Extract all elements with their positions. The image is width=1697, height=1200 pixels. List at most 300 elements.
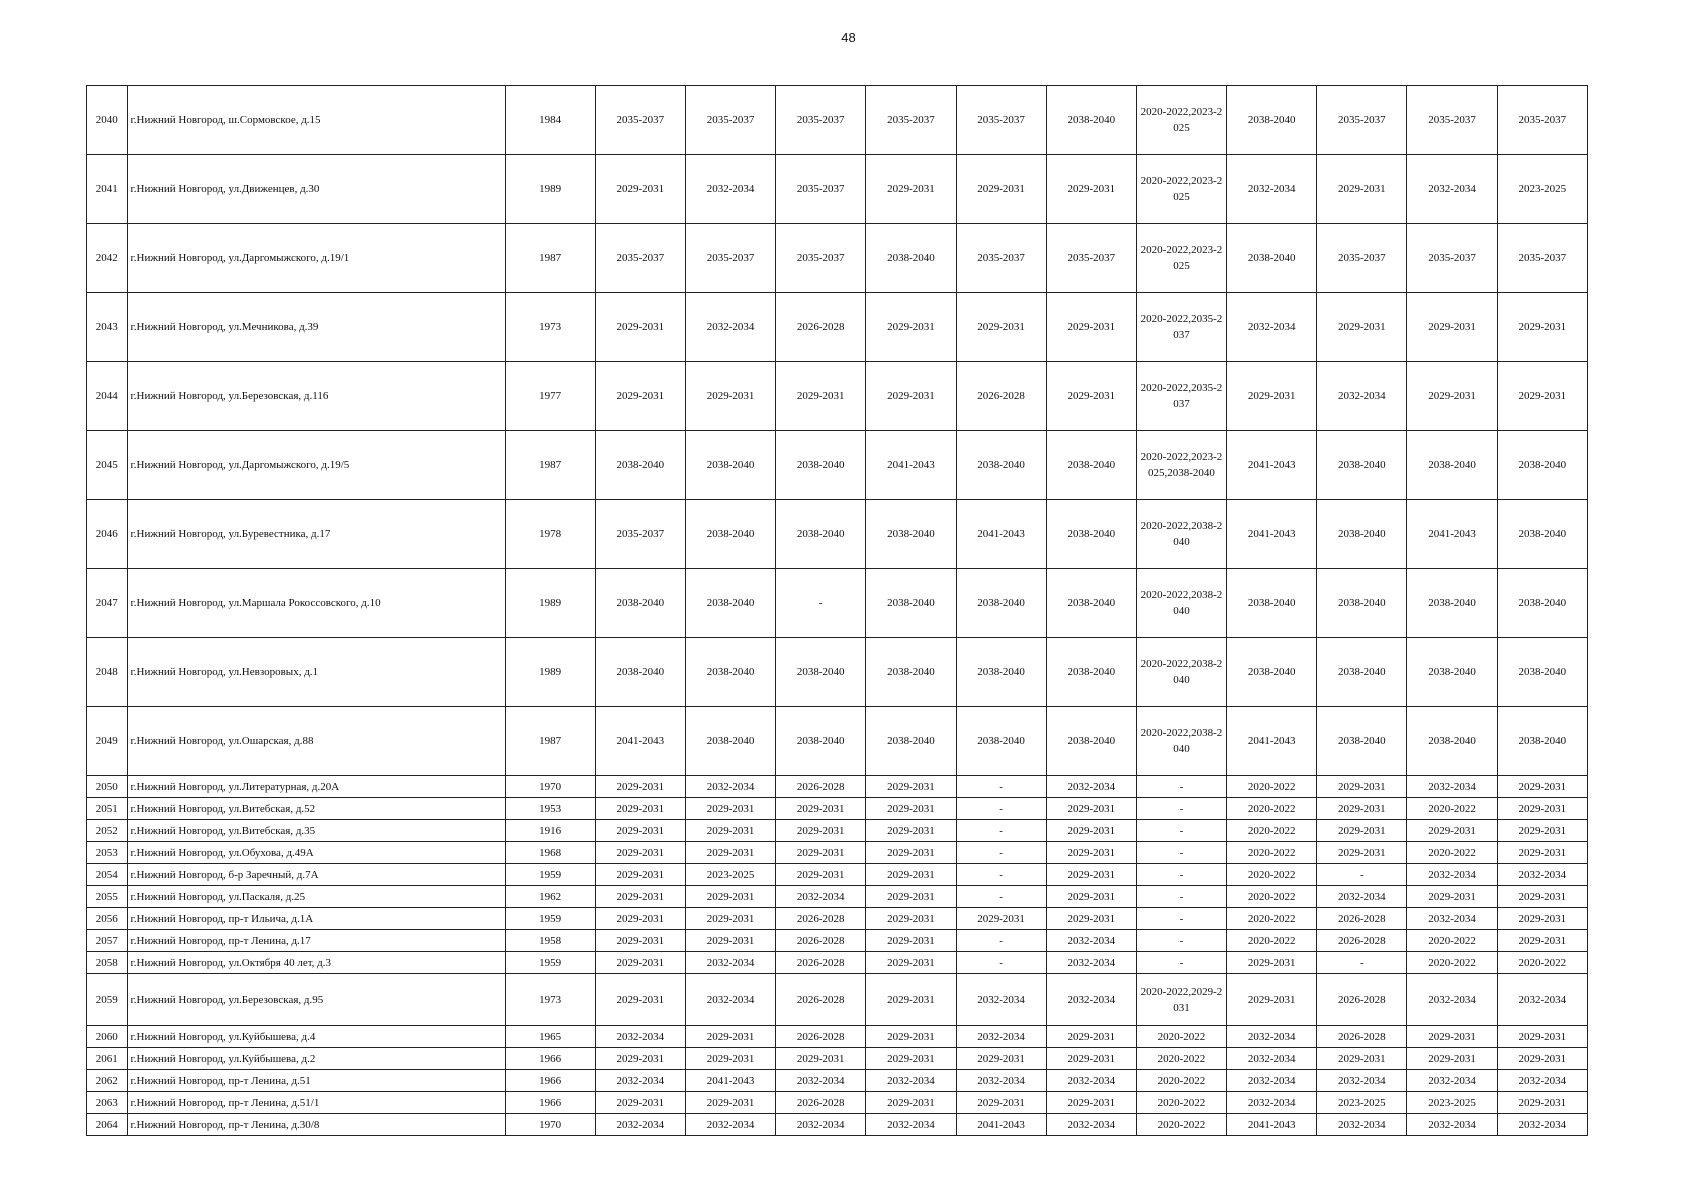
period-cell: 2029-2031 xyxy=(866,952,956,974)
period-cell: 2029-2031 xyxy=(866,155,956,224)
period-cell: 2032-2034 xyxy=(685,974,775,1026)
period-cell: 2035-2037 xyxy=(595,500,685,569)
period-cell: 2032-2034 xyxy=(1497,864,1587,886)
period-cell: 2038-2040 xyxy=(1046,500,1136,569)
period-cell: 2029-2031 xyxy=(1046,1048,1136,1070)
year-built-cell: 1984 xyxy=(505,86,595,155)
year-built-cell: 1989 xyxy=(505,569,595,638)
period-cell: 2029-2031 xyxy=(1497,1026,1587,1048)
period-cell: 2038-2040 xyxy=(595,638,685,707)
period-cell: 2029-2031 xyxy=(595,293,685,362)
period-cell: - xyxy=(956,886,1046,908)
period-cell: 2029-2031 xyxy=(1497,362,1587,431)
period-cell: 2029-2031 xyxy=(776,1048,866,1070)
row-number-cell: 2048 xyxy=(87,638,128,707)
period-cell: 2020-2022,2023-2025 xyxy=(1136,155,1226,224)
row-number-cell: 2046 xyxy=(87,500,128,569)
period-cell: - xyxy=(956,820,1046,842)
period-cell: 2029-2031 xyxy=(595,864,685,886)
row-number-cell: 2061 xyxy=(87,1048,128,1070)
period-cell: 2038-2040 xyxy=(1497,431,1587,500)
period-cell: 2038-2040 xyxy=(595,569,685,638)
period-cell: 2038-2040 xyxy=(1046,569,1136,638)
period-cell: 2038-2040 xyxy=(1407,569,1497,638)
period-cell: 2041-2043 xyxy=(1227,1114,1317,1136)
period-cell: 2023-2025 xyxy=(1407,1092,1497,1114)
period-cell: 2020-2022,2035-2037 xyxy=(1136,293,1226,362)
period-cell: 2035-2037 xyxy=(1497,86,1587,155)
row-number-cell: 2055 xyxy=(87,886,128,908)
period-cell: 2026-2028 xyxy=(956,362,1046,431)
period-cell: 2032-2034 xyxy=(685,293,775,362)
address-cell: г.Нижний Новгород, ул.Витебская, д.35 xyxy=(127,820,505,842)
row-number-cell: 2051 xyxy=(87,798,128,820)
period-cell: 2035-2037 xyxy=(595,86,685,155)
table-row xyxy=(87,224,1588,293)
period-cell: 2029-2031 xyxy=(1497,930,1587,952)
period-cell: 2020-2022 xyxy=(1136,1048,1226,1070)
period-cell: 2029-2031 xyxy=(1497,908,1587,930)
period-cell: 2029-2031 xyxy=(1497,293,1587,362)
period-cell: 2032-2034 xyxy=(776,1114,866,1136)
row-number-cell: 2064 xyxy=(87,1114,128,1136)
period-cell: - xyxy=(1136,864,1226,886)
address-cell: г.Нижний Новгород, ш.Сормовское, д.15 xyxy=(127,86,505,155)
period-cell: - xyxy=(1136,886,1226,908)
period-cell: 2029-2031 xyxy=(776,820,866,842)
period-cell: - xyxy=(1136,930,1226,952)
period-cell: 2032-2034 xyxy=(1046,1114,1136,1136)
row-number-cell: 2044 xyxy=(87,362,128,431)
period-cell: 2029-2031 xyxy=(1046,798,1136,820)
period-cell: 2038-2040 xyxy=(685,638,775,707)
period-cell: 2029-2031 xyxy=(1407,886,1497,908)
period-cell: 2032-2034 xyxy=(956,1070,1046,1092)
period-cell: 2026-2028 xyxy=(1317,974,1407,1026)
period-cell: 2035-2037 xyxy=(685,224,775,293)
period-cell: 2029-2031 xyxy=(595,886,685,908)
table-row xyxy=(87,1114,1588,1136)
period-cell: 2038-2040 xyxy=(1407,707,1497,776)
period-cell: 2029-2031 xyxy=(685,1092,775,1114)
period-cell: 2023-2025 xyxy=(1317,1092,1407,1114)
table-row xyxy=(87,820,1588,842)
period-cell: 2035-2037 xyxy=(866,86,956,155)
period-cell: 2020-2022 xyxy=(1136,1070,1226,1092)
period-cell: 2038-2040 xyxy=(776,431,866,500)
period-cell: 2038-2040 xyxy=(685,569,775,638)
year-built-cell: 1966 xyxy=(505,1048,595,1070)
period-cell: 2029-2031 xyxy=(595,908,685,930)
period-cell: 2020-2022 xyxy=(1227,798,1317,820)
period-cell: 2032-2034 xyxy=(1046,952,1136,974)
period-cell: 2020-2022,2038-2040 xyxy=(1136,638,1226,707)
period-cell: 2029-2031 xyxy=(595,820,685,842)
year-built-cell: 1989 xyxy=(505,638,595,707)
period-cell: 2032-2034 xyxy=(956,974,1046,1026)
year-built-cell: 1965 xyxy=(505,1026,595,1048)
period-cell: 2026-2028 xyxy=(776,930,866,952)
period-cell: 2029-2031 xyxy=(866,1048,956,1070)
period-cell: 2032-2034 xyxy=(1227,155,1317,224)
period-cell: 2038-2040 xyxy=(1497,638,1587,707)
period-cell: 2032-2034 xyxy=(1046,974,1136,1026)
period-cell: - xyxy=(1136,952,1226,974)
address-cell: г.Нижний Новгород, ул.Куйбышева, д.4 xyxy=(127,1026,505,1048)
row-number-cell: 2058 xyxy=(87,952,128,974)
period-cell: 2038-2040 xyxy=(685,707,775,776)
period-cell: 2032-2034 xyxy=(1227,1026,1317,1048)
period-cell: 2029-2031 xyxy=(595,1048,685,1070)
period-cell: 2029-2031 xyxy=(1046,864,1136,886)
table-row xyxy=(87,638,1588,707)
year-built-cell: 1959 xyxy=(505,864,595,886)
table-row xyxy=(87,908,1588,930)
row-number-cell: 2057 xyxy=(87,930,128,952)
period-cell: 2029-2031 xyxy=(1227,952,1317,974)
period-cell: 2038-2040 xyxy=(1317,500,1407,569)
period-cell: 2029-2031 xyxy=(866,293,956,362)
period-cell: 2020-2022 xyxy=(1407,842,1497,864)
address-cell: г.Нижний Новгород, ул.Октября 40 лет, д.3 xyxy=(127,952,505,974)
period-cell: 2029-2031 xyxy=(956,293,1046,362)
period-cell: 2029-2031 xyxy=(776,798,866,820)
period-cell: 2038-2040 xyxy=(1227,224,1317,293)
period-cell: 2032-2034 xyxy=(685,155,775,224)
period-cell: 2041-2043 xyxy=(956,1114,1046,1136)
period-cell: 2032-2034 xyxy=(595,1114,685,1136)
period-cell: 2038-2040 xyxy=(1497,500,1587,569)
period-cell: 2023-2025 xyxy=(1497,155,1587,224)
period-cell: 2032-2034 xyxy=(685,952,775,974)
row-number-cell: 2050 xyxy=(87,776,128,798)
period-cell: 2020-2022 xyxy=(1227,930,1317,952)
period-cell: 2020-2022 xyxy=(1407,930,1497,952)
period-cell: 2029-2031 xyxy=(866,842,956,864)
period-cell: 2029-2031 xyxy=(595,930,685,952)
period-cell: 2020-2022 xyxy=(1227,864,1317,886)
table-row xyxy=(87,569,1588,638)
period-cell: 2038-2040 xyxy=(866,638,956,707)
period-cell: 2026-2028 xyxy=(1317,908,1407,930)
period-cell: 2029-2031 xyxy=(1407,1026,1497,1048)
address-cell: г.Нижний Новгород, ул.Березовская, д.95 xyxy=(127,974,505,1026)
period-cell: 2026-2028 xyxy=(776,952,866,974)
period-cell: 2032-2034 xyxy=(776,1070,866,1092)
period-cell: - xyxy=(956,864,1046,886)
period-cell: 2038-2040 xyxy=(776,707,866,776)
period-cell: 2035-2037 xyxy=(1407,224,1497,293)
period-cell: 2029-2031 xyxy=(1497,798,1587,820)
period-cell: 2029-2031 xyxy=(1407,1048,1497,1070)
period-cell: 2020-2022,2023-2025 xyxy=(1136,86,1226,155)
period-cell: 2029-2031 xyxy=(866,930,956,952)
period-cell: 2023-2025 xyxy=(685,864,775,886)
period-cell: - xyxy=(1317,952,1407,974)
period-cell: 2026-2028 xyxy=(776,1026,866,1048)
period-cell: 2029-2031 xyxy=(1046,908,1136,930)
row-number-cell: 2053 xyxy=(87,842,128,864)
period-cell: 2038-2040 xyxy=(1046,86,1136,155)
period-cell: 2035-2037 xyxy=(1317,86,1407,155)
table-row xyxy=(87,952,1588,974)
period-cell: 2035-2037 xyxy=(1497,224,1587,293)
period-cell: 2029-2031 xyxy=(1317,293,1407,362)
year-built-cell: 1987 xyxy=(505,707,595,776)
period-cell: - xyxy=(1136,842,1226,864)
period-cell: 2032-2034 xyxy=(1497,1070,1587,1092)
period-cell: 2029-2031 xyxy=(1046,1092,1136,1114)
period-cell: 2032-2034 xyxy=(776,886,866,908)
period-cell: 2029-2031 xyxy=(1046,842,1136,864)
period-cell: 2029-2031 xyxy=(595,798,685,820)
period-cell: 2029-2031 xyxy=(1497,842,1587,864)
period-cell: 2029-2031 xyxy=(1497,1092,1587,1114)
repair-schedule-table xyxy=(86,85,1588,1136)
period-cell: 2035-2037 xyxy=(1317,224,1407,293)
period-cell: - xyxy=(1136,776,1226,798)
period-cell: - xyxy=(1136,798,1226,820)
period-cell: 2029-2031 xyxy=(595,974,685,1026)
address-cell: г.Нижний Новгород, ул.Обухова, д.49А xyxy=(127,842,505,864)
period-cell: 2029-2031 xyxy=(595,362,685,431)
address-cell: г.Нижний Новгород, б-р Заречный, д.7А xyxy=(127,864,505,886)
address-cell: г.Нижний Новгород, ул.Даргомыжского, д.19/5 xyxy=(127,431,505,500)
period-cell: - xyxy=(956,930,1046,952)
address-cell: г.Нижний Новгород, ул.Куйбышева, д.2 xyxy=(127,1048,505,1070)
period-cell: 2038-2040 xyxy=(1227,86,1317,155)
period-cell: 2020-2022,2035-2037 xyxy=(1136,362,1226,431)
period-cell: 2029-2031 xyxy=(1497,886,1587,908)
period-cell: 2035-2037 xyxy=(956,86,1046,155)
period-cell: 2038-2040 xyxy=(685,500,775,569)
row-number-cell: 2059 xyxy=(87,974,128,1026)
period-cell: - xyxy=(956,842,1046,864)
period-cell: 2032-2034 xyxy=(1407,1070,1497,1092)
table-row xyxy=(87,886,1588,908)
period-cell: 2029-2031 xyxy=(776,864,866,886)
period-cell: 2038-2040 xyxy=(1317,431,1407,500)
period-cell: - xyxy=(956,952,1046,974)
period-cell: 2038-2040 xyxy=(1407,638,1497,707)
table-row xyxy=(87,1070,1588,1092)
period-cell: 2020-2022,2038-2040 xyxy=(1136,707,1226,776)
period-cell: 2020-2022,2038-2040 xyxy=(1136,569,1226,638)
period-cell: 2038-2040 xyxy=(776,638,866,707)
year-built-cell: 1958 xyxy=(505,930,595,952)
period-cell: 2038-2040 xyxy=(1046,707,1136,776)
period-cell: - xyxy=(1136,908,1226,930)
period-cell: 2029-2031 xyxy=(1497,820,1587,842)
period-cell: 2032-2034 xyxy=(1227,1070,1317,1092)
period-cell: 2020-2022,2038-2040 xyxy=(1136,500,1226,569)
period-cell: 2029-2031 xyxy=(595,952,685,974)
address-cell: г.Нижний Новгород, ул.Паскаля, д.25 xyxy=(127,886,505,908)
period-cell: 2038-2040 xyxy=(595,431,685,500)
period-cell: - xyxy=(956,798,1046,820)
table-row xyxy=(87,1092,1588,1114)
address-cell: г.Нижний Новгород, пр-т Ленина, д.17 xyxy=(127,930,505,952)
period-cell: 2029-2031 xyxy=(1046,362,1136,431)
period-cell: 2026-2028 xyxy=(776,1092,866,1114)
address-cell: г.Нижний Новгород, пр-т Ильича, д.1А xyxy=(127,908,505,930)
address-cell: г.Нижний Новгород, ул.Витебская, д.52 xyxy=(127,798,505,820)
period-cell: 2029-2031 xyxy=(1407,362,1497,431)
table-row xyxy=(87,930,1588,952)
row-number-cell: 2047 xyxy=(87,569,128,638)
address-cell: г.Нижний Новгород, ул.Ошарская, д.88 xyxy=(127,707,505,776)
period-cell: - xyxy=(1317,864,1407,886)
address-cell: г.Нижний Новгород, пр-т Ленина, д.30/8 xyxy=(127,1114,505,1136)
address-cell: г.Нижний Новгород, ул.Движенцев, д.30 xyxy=(127,155,505,224)
period-cell: 2029-2031 xyxy=(1497,1048,1587,1070)
year-built-cell: 1962 xyxy=(505,886,595,908)
row-number-cell: 2062 xyxy=(87,1070,128,1092)
period-cell: 2026-2028 xyxy=(776,776,866,798)
table-row xyxy=(87,431,1588,500)
period-cell: 2032-2034 xyxy=(1497,1114,1587,1136)
period-cell: 2041-2043 xyxy=(595,707,685,776)
period-cell: 2035-2037 xyxy=(1407,86,1497,155)
period-cell: 2020-2022 xyxy=(1227,776,1317,798)
period-cell: 2029-2031 xyxy=(595,842,685,864)
address-cell: г.Нижний Новгород, пр-т Ленина, д.51/1 xyxy=(127,1092,505,1114)
period-cell: 2026-2028 xyxy=(776,974,866,1026)
year-built-cell: 1959 xyxy=(505,952,595,974)
period-cell: 2029-2031 xyxy=(685,1026,775,1048)
period-cell: 2029-2031 xyxy=(866,1092,956,1114)
table-row xyxy=(87,155,1588,224)
period-cell: 2029-2031 xyxy=(866,362,956,431)
period-cell: 2029-2031 xyxy=(595,155,685,224)
period-cell: 2032-2034 xyxy=(1317,362,1407,431)
row-number-cell: 2042 xyxy=(87,224,128,293)
year-built-cell: 1978 xyxy=(505,500,595,569)
period-cell: 2041-2043 xyxy=(1227,500,1317,569)
period-cell: 2032-2034 xyxy=(1046,930,1136,952)
address-cell: г.Нижний Новгород, ул.Буревестника, д.17 xyxy=(127,500,505,569)
table-row xyxy=(87,864,1588,886)
period-cell: 2035-2037 xyxy=(776,224,866,293)
year-built-cell: 1966 xyxy=(505,1070,595,1092)
address-cell: г.Нижний Новгород, ул.Даргомыжского, д.19/1 xyxy=(127,224,505,293)
period-cell: 2029-2031 xyxy=(866,864,956,886)
period-cell: 2038-2040 xyxy=(866,569,956,638)
address-cell: г.Нижний Новгород, ул.Литературная, д.20А xyxy=(127,776,505,798)
period-cell: 2020-2022 xyxy=(1227,886,1317,908)
address-cell: г.Нижний Новгород, пр-т Ленина, д.51 xyxy=(127,1070,505,1092)
period-cell: 2020-2022,2023-2025 xyxy=(1136,224,1226,293)
period-cell: 2029-2031 xyxy=(866,798,956,820)
period-cell: 2032-2034 xyxy=(1407,864,1497,886)
period-cell: 2029-2031 xyxy=(685,1048,775,1070)
period-cell: 2020-2022 xyxy=(1136,1092,1226,1114)
period-cell: 2029-2031 xyxy=(685,820,775,842)
period-cell: 2032-2034 xyxy=(866,1070,956,1092)
table-row xyxy=(87,86,1588,155)
period-cell: 2032-2034 xyxy=(1407,974,1497,1026)
address-cell: г.Нижний Новгород, ул.Невзоровых, д.1 xyxy=(127,638,505,707)
period-cell: 2020-2022 xyxy=(1227,820,1317,842)
table-row xyxy=(87,974,1588,1026)
period-cell: 2029-2031 xyxy=(1046,886,1136,908)
period-cell: 2029-2031 xyxy=(1046,820,1136,842)
period-cell: 2029-2031 xyxy=(866,820,956,842)
period-cell: 2032-2034 xyxy=(1227,1048,1317,1070)
period-cell: 2029-2031 xyxy=(685,842,775,864)
period-cell: - xyxy=(1136,820,1226,842)
period-cell: 2041-2043 xyxy=(685,1070,775,1092)
period-cell: 2038-2040 xyxy=(956,569,1046,638)
year-built-cell: 1989 xyxy=(505,155,595,224)
year-built-cell: 1970 xyxy=(505,776,595,798)
period-cell: 2038-2040 xyxy=(866,500,956,569)
year-built-cell: 1966 xyxy=(505,1092,595,1114)
period-cell: 2026-2028 xyxy=(776,293,866,362)
period-cell: 2020-2022 xyxy=(1407,798,1497,820)
period-cell: 2029-2031 xyxy=(1046,155,1136,224)
period-cell: 2029-2031 xyxy=(1497,776,1587,798)
row-number-cell: 2063 xyxy=(87,1092,128,1114)
period-cell: 2038-2040 xyxy=(776,500,866,569)
period-cell: 2029-2031 xyxy=(776,362,866,431)
address-cell: г.Нижний Новгород, ул.Маршала Рокоссовского, д.10 xyxy=(127,569,505,638)
period-cell: 2029-2031 xyxy=(866,908,956,930)
period-cell: 2026-2028 xyxy=(1317,930,1407,952)
year-built-cell: 1916 xyxy=(505,820,595,842)
period-cell: 2038-2040 xyxy=(1317,638,1407,707)
period-cell: 2032-2034 xyxy=(1227,293,1317,362)
period-cell: 2032-2034 xyxy=(595,1026,685,1048)
period-cell: 2032-2034 xyxy=(1407,908,1497,930)
year-built-cell: 1987 xyxy=(505,431,595,500)
period-cell: 2029-2031 xyxy=(956,908,1046,930)
table-row xyxy=(87,500,1588,569)
row-number-cell: 2060 xyxy=(87,1026,128,1048)
table-row xyxy=(87,707,1588,776)
period-cell: 2038-2040 xyxy=(1046,638,1136,707)
period-cell: 2029-2031 xyxy=(1317,842,1407,864)
period-cell: 2029-2031 xyxy=(1227,362,1317,431)
period-cell: 2032-2034 xyxy=(1046,776,1136,798)
period-cell: 2041-2043 xyxy=(1407,500,1497,569)
period-cell: 2029-2031 xyxy=(866,776,956,798)
table-row xyxy=(87,1026,1588,1048)
row-number-cell: 2056 xyxy=(87,908,128,930)
period-cell: 2026-2028 xyxy=(1317,1026,1407,1048)
period-cell: 2041-2043 xyxy=(866,431,956,500)
row-number-cell: 2040 xyxy=(87,86,128,155)
period-cell: 2029-2031 xyxy=(956,1048,1046,1070)
period-cell: 2029-2031 xyxy=(595,776,685,798)
period-cell: 2029-2031 xyxy=(866,1026,956,1048)
period-cell: 2029-2031 xyxy=(1317,820,1407,842)
period-cell: 2035-2037 xyxy=(1046,224,1136,293)
period-cell: 2020-2022 xyxy=(1136,1026,1226,1048)
table-row xyxy=(87,1048,1588,1070)
period-cell: 2038-2040 xyxy=(1317,707,1407,776)
period-cell: 2029-2031 xyxy=(956,1092,1046,1114)
year-built-cell: 1953 xyxy=(505,798,595,820)
year-built-cell: 1973 xyxy=(505,293,595,362)
row-number-cell: 2052 xyxy=(87,820,128,842)
period-cell: 2020-2022 xyxy=(1407,952,1497,974)
period-cell: 2038-2040 xyxy=(1227,569,1317,638)
table-row xyxy=(87,293,1588,362)
year-built-cell: 1968 xyxy=(505,842,595,864)
period-cell: 2041-2043 xyxy=(956,500,1046,569)
period-cell: 2032-2034 xyxy=(1497,974,1587,1026)
